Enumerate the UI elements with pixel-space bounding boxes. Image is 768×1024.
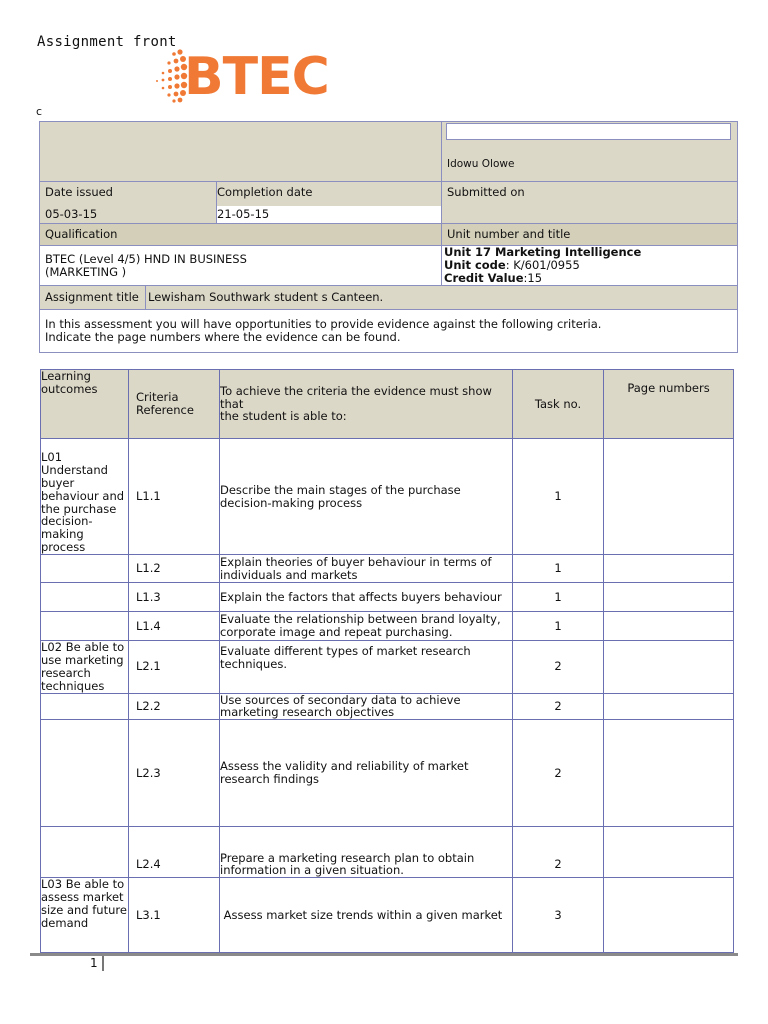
row-learning-outcome: [41, 583, 129, 612]
instructions-cell: [40, 310, 738, 353]
unit-label: Unit number and title: [442, 224, 738, 246]
row-page-numbers: [604, 439, 734, 555]
qualification-label: Qualification: [40, 224, 442, 246]
header-evidence: [220, 370, 513, 439]
header-task-no: Task no.: [513, 370, 604, 439]
row-task-no: 1: [513, 555, 604, 583]
criteria-table: [40, 369, 734, 953]
row-criteria-text: Prepare a marketing research plan to obtain information in a given situation.: [220, 827, 513, 878]
row-criteria-ref: L2.3: [129, 720, 220, 827]
table-row: [41, 612, 734, 641]
row-learning-outcome: L02 Be able to use marketing research techniques: [41, 641, 129, 694]
row-task-no: 1: [513, 612, 604, 641]
row-learning-outcome: L03 Be able to assess market size and future demand: [41, 878, 129, 953]
row-learning-outcome: [41, 693, 129, 720]
page-number-separator: [102, 956, 104, 971]
completion-date-cell: [217, 182, 442, 224]
qualification-value-line1: BTEC (Level 4/5) HND IN BUSINESS: [45, 251, 247, 266]
row-criteria-ref: L1.1: [129, 439, 220, 555]
row-page-numbers: [604, 612, 734, 641]
completion-date-label: Completion date: [217, 185, 313, 199]
btec-logo-text: BTEC: [184, 47, 329, 107]
row-criteria-text: Assess market size trends within a given market: [220, 878, 513, 953]
row-criteria-text: Evaluate different types of market research techniques.: [220, 641, 513, 694]
date-issued-value: 05-03-15: [45, 206, 98, 221]
row-learning-outcome: [41, 720, 129, 827]
header-page-numbers: Page numbers: [604, 370, 734, 439]
row-learning-outcome: [41, 827, 129, 878]
row-task-no: 1: [513, 439, 604, 555]
row-task-no: 2: [513, 827, 604, 878]
row-task-no: 3: [513, 878, 604, 953]
header-learning-outcomes: Learning outcomes: [41, 370, 129, 439]
credit-value-line: [444, 272, 732, 285]
header-criteria-reference: Criteria Reference: [129, 370, 220, 439]
row-page-numbers: [604, 693, 734, 720]
row-page-numbers: [604, 878, 734, 953]
qualification-value-cell: [40, 246, 442, 286]
assessor-cell: [442, 122, 738, 182]
date-issued-cell: [40, 182, 217, 224]
row-criteria-text: Use sources of secondary data to achieve marketing research objectives: [220, 693, 513, 720]
row-page-numbers: [604, 827, 734, 878]
header-evidence-line1: To achieve the criteria the evidence must show that: [220, 383, 492, 411]
instructions-line1: In this assessment you will have opportunities to provide evidence against the following criteria.: [45, 317, 602, 332]
row-criteria-ref: L2.2: [129, 693, 220, 720]
row-criteria-ref: L1.2: [129, 555, 220, 583]
row-criteria-text: Explain theories of buyer behaviour in terms of individuals and markets: [220, 555, 513, 583]
instructions-line2: Indicate the page numbers where the evidence can be found.: [45, 330, 401, 344]
doc-title: Assignment front: [37, 34, 177, 50]
credit-value-label: Credit Value: [444, 270, 524, 285]
row-page-numbers: [604, 555, 734, 583]
date-issued-label: Date issued: [45, 185, 113, 199]
stray-character: c: [36, 105, 43, 118]
assessor-name: Idowu Olowe: [447, 158, 515, 171]
row-criteria-text: Explain the factors that affects buyers behaviour: [220, 583, 513, 612]
footer-divider: [30, 953, 738, 956]
assessor-input-box: [446, 123, 731, 140]
row-task-no: 2: [513, 693, 604, 720]
assignment-title-value: Lewisham Southwark student s Canteen.: [146, 286, 738, 310]
row-task-no: 2: [513, 720, 604, 827]
unit-title: Unit 17 Marketing Intelligence: [444, 245, 642, 260]
submitted-on-cell: [442, 182, 738, 224]
qualification-value-line2: (MARKETING ): [45, 264, 127, 279]
row-criteria-ref: L2.4: [129, 827, 220, 878]
row-learning-outcome: [41, 555, 129, 583]
row-criteria-text: Assess the validity and reliability of market research findings: [220, 720, 513, 827]
page-number: 1: [90, 956, 98, 970]
table-row: [41, 878, 734, 953]
completion-date-value: 21-05-15: [217, 206, 442, 223]
info-blank-cell: [40, 122, 442, 182]
row-task-no: 2: [513, 641, 604, 694]
submitted-on-label: Submitted on: [447, 185, 525, 199]
table-row: [41, 720, 734, 827]
table-row: [41, 827, 734, 878]
row-criteria-text: Evaluate the relationship between brand loyalty, corporate image and repeat purchasing.: [220, 612, 513, 641]
assignment-info-table: [39, 121, 738, 353]
row-page-numbers: [604, 641, 734, 694]
assignment-title-label: Assignment title: [40, 286, 146, 310]
row-learning-outcome: L01 Understand buyer behaviour and the purchase decision-making process: [41, 439, 129, 555]
row-criteria-ref: L1.3: [129, 583, 220, 612]
table-row: [41, 641, 734, 694]
row-criteria-ref: L1.4: [129, 612, 220, 641]
row-learning-outcome: [41, 612, 129, 641]
row-criteria-text: Describe the main stages of the purchase decision-making process: [220, 439, 513, 555]
unit-value-cell: [442, 246, 738, 286]
row-criteria-ref: L2.1: [129, 641, 220, 694]
table-row: [41, 693, 734, 720]
table-row: [41, 583, 734, 612]
row-task-no: 1: [513, 583, 604, 612]
row-page-numbers: [604, 720, 734, 827]
credit-value-value: :15: [523, 270, 543, 285]
row-criteria-ref: L3.1: [129, 878, 220, 953]
header-evidence-line2: the student is able to:: [220, 409, 347, 424]
row-page-numbers: [604, 583, 734, 612]
table-row: [41, 439, 734, 555]
table-row: [41, 555, 734, 583]
unit-code-value: : K/601/0955: [505, 258, 580, 273]
unit-code-label: Unit code: [444, 258, 506, 273]
